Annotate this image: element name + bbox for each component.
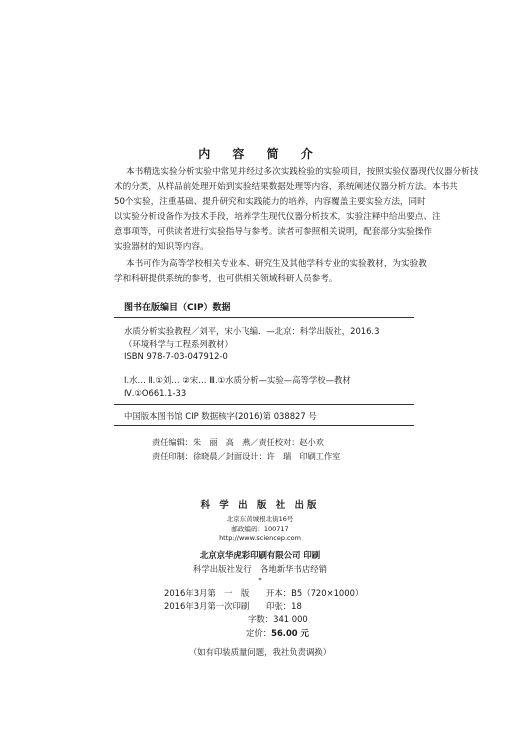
cip-heading: 图书在版编目（CIP）数据 [124,303,231,313]
intro-line: 50个实验，注重基础、提升研究和实践能力的培养，内容覆盖主要实验方法，同时 [114,197,426,207]
word-count: 字数：341 000 [248,614,308,624]
cip-line: Ⅳ.①O661.1-33 [124,388,187,398]
cip-top-rule [114,317,414,318]
edition-line: 2016年3月第 一 版 开本：B5（720×1000） [164,588,364,598]
intro-line: 以实验分析设备作为技术手段，培养学生现代仪器分析技术，实验注释中给出要点、注 [114,212,441,222]
cip-bottom-rule [114,425,414,426]
page-title: 内 容 简 介 [198,147,322,161]
cip-line: ISBN 978-7-03-047912-0 [124,351,228,361]
cip-library-line: 中国版本图书馆 CIP 数据核字(2016)第 038827 号 [124,411,317,421]
quality-notice: （如有印装质量问题，我社负责调换） [188,647,332,657]
distributor-line: 科学出版社发行 各地新华书店经销 [193,564,327,574]
cip-line: （环境科学与工程系列教材） [124,339,233,349]
publisher-name: 科 学 出 版 社 出版 [200,500,320,511]
printing-line: 2016年3月第一次印刷 印张：18 [164,601,302,611]
publisher-website: http://www.sciencep.com [219,534,301,542]
publisher-postcode: 邮政编码：100717 [231,525,289,533]
intro-line: 本书可作为高等学校相关专业本、研究生及其他学科专业的实验教材，为实验教 [126,259,427,269]
production-credit: 责任印制：徐晓晨／封面设计：许 瑞 印刷工作室 [152,451,341,461]
price-label: 定价： [246,628,272,638]
price [246,627,309,639]
publisher-address: 北京东黄城根北街16号 [226,515,294,523]
price-value: 56.00 元 [271,628,309,638]
separator-star: * [258,576,262,584]
cip-line: 水质分析实验教程／刘平，宋小飞编．—北京：科学出版社，2016.3 [124,326,380,336]
cip-line: Ⅰ.水… Ⅱ.①刘… ②宋… Ⅲ.①水质分析—实验—高等学校—教材 [124,375,351,385]
editor-credit: 责任编辑：朱 丽 高 燕／责任校对：赵小欢 [152,437,324,447]
printer-line: 北京京华虎彩印刷有限公司 印刷 [199,550,321,560]
intro-line: 意事项等，可供读者进行实验指导与参考。读者可参照相关说明，配套部分实验操作 [114,227,432,237]
cip-mid-rule [114,404,414,405]
intro-line: 实验器材的知识等内容。 [114,242,209,252]
intro-line: 术的分类，从样品前处理开始到实验结果数据处理等内容，系统阐述仪器分析方法。本书共 [114,182,458,192]
intro-line: 本书精选实验分析实验中常见并经过多次实践检验的实验项目，按照实验仪器现代仪器分析技 [126,167,479,177]
intro-line: 学和科研提供系统的参考，也可供相关领域科研人员参考。 [114,274,338,284]
